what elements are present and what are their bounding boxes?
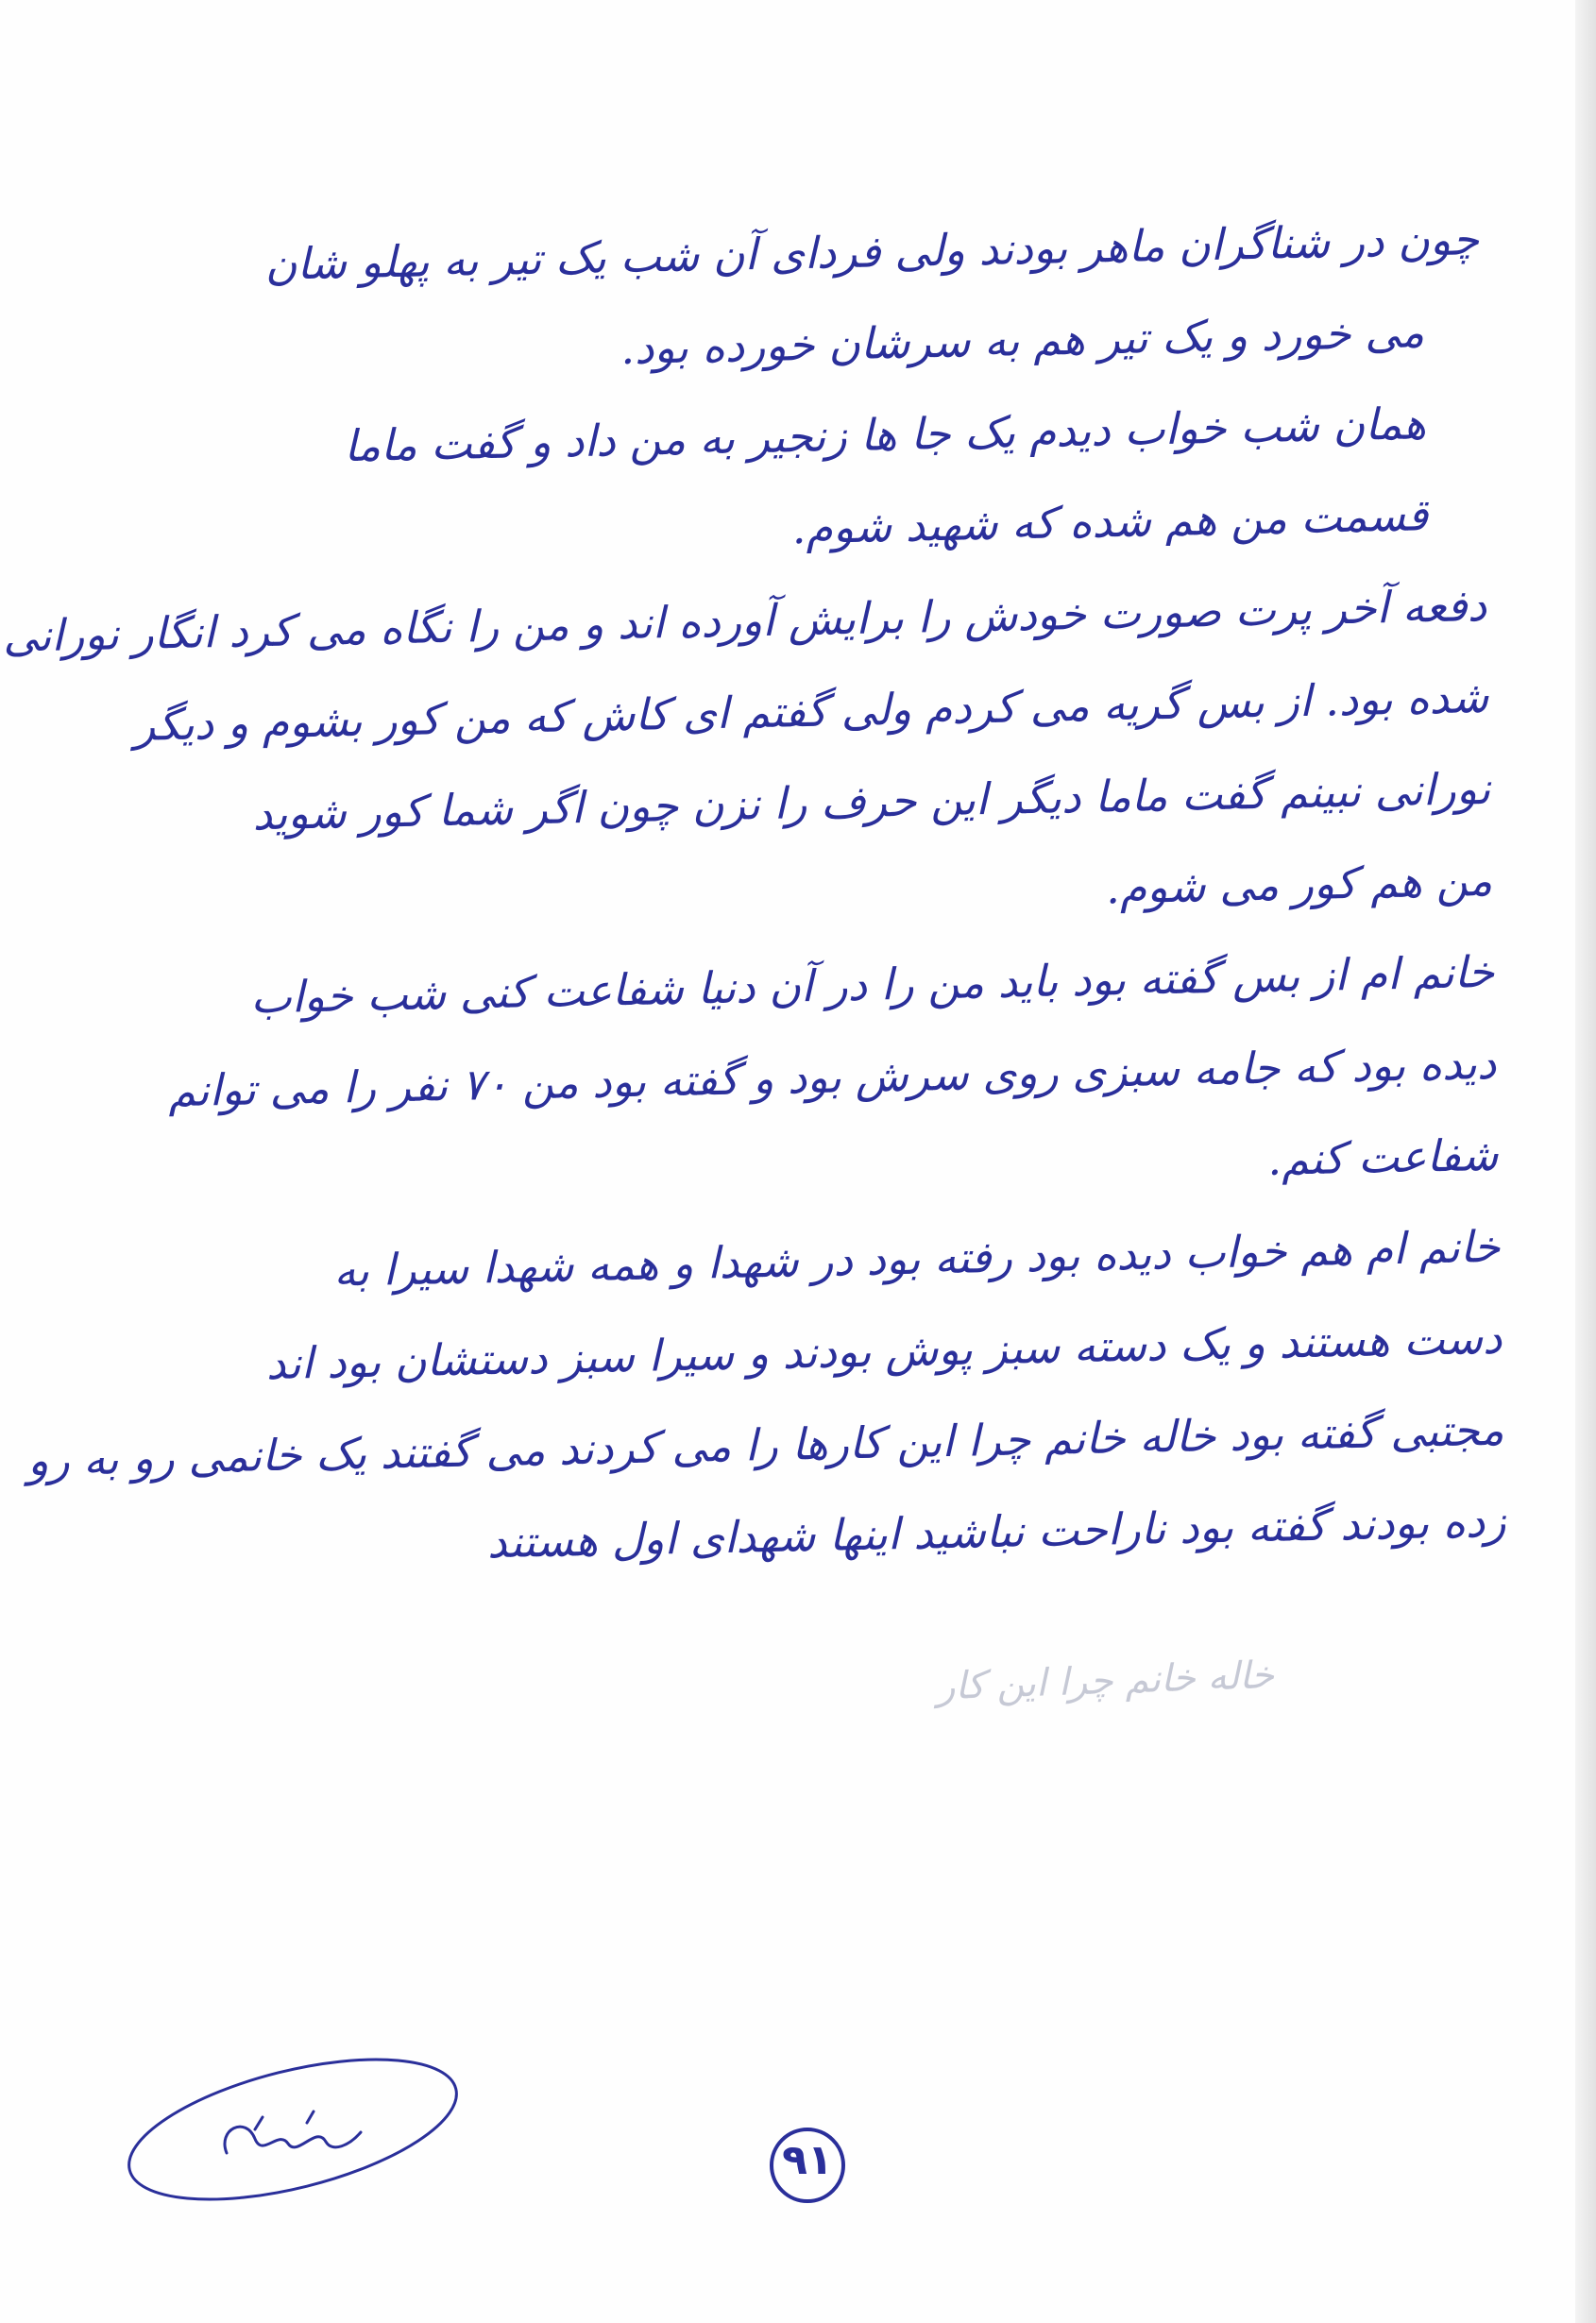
- faint-erased-note: خاله خانم چرا این کار: [936, 1653, 1275, 1709]
- letter-line: دیده بود که جامه سبزی روی سرش بود و گفته بود من ۷۰ نفر را می توانم: [167, 1037, 1497, 1117]
- letter-line: چون در شناگران ماهر بودند ولی فردای آن شب یک تیر به پهلو شان: [264, 212, 1480, 290]
- letter-line: دفعه آخر پرت صورت خودش را برایش آورده اند و من را نگاه می کرد انگار نورانی: [2, 579, 1487, 662]
- letter-line: همان شب خواب دیدم یک جا ها زنجیر به من داد و گفت ماما: [343, 398, 1427, 472]
- letter-line: خانم ام از بس گفته بود باید من را در آن دنیا شفاعت کنی شب خواب: [249, 945, 1495, 1024]
- letter-line: من هم کور می شوم.: [1105, 854, 1493, 914]
- letter-line: زده بودند گفته بود ناراحت نباشید اینها شهدای اول هستند: [486, 1495, 1507, 1568]
- letter-line: می خورد و یک تیر هم به سرشان خورده بود.: [620, 306, 1425, 375]
- letter-line: شفاعت کنم.: [1266, 1128, 1499, 1185]
- page-number-text: ۹۱: [782, 2136, 833, 2184]
- letter-line: نورانی نبینم گفت ماما دیگر این حرف را نزن چون اگر شما کور شوید: [251, 762, 1491, 840]
- signature: [113, 2040, 472, 2219]
- letter-line: دست هستند و یک دسته سبز پوش بودند و سیرا سبز دستشان بود اند: [265, 1312, 1503, 1390]
- paper-edge-shadow: [1575, 0, 1596, 2323]
- letter-line: قسمت من هم شده که شهید شوم.: [791, 489, 1429, 554]
- letter-line: خانم ام هم خواب دیده بود رفته بود در شهدا و همه شهدا سیرا به: [332, 1220, 1501, 1297]
- letter-line: شده بود. از بس گریه می کردم ولی گفتم ای کاش که من کور بشوم و دیگر: [133, 670, 1489, 751]
- page-number: [756, 2123, 859, 2208]
- letter-line: مجتبی گفته بود خاله خانم چرا این کارها را می کردند می گفتند یک خانمی رو به رو: [26, 1403, 1504, 1486]
